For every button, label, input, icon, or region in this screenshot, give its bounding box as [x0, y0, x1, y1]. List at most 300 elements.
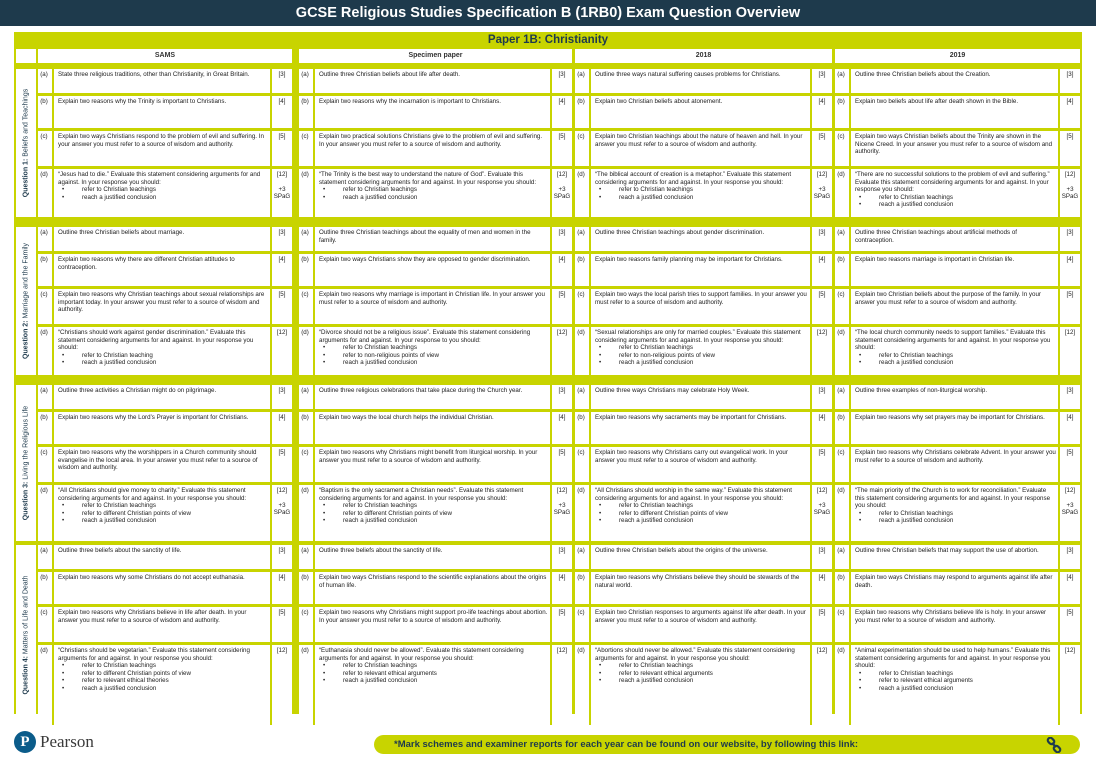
part-letter: (c)	[40, 449, 48, 456]
question-cell	[835, 96, 1080, 128]
mark-value: [4]	[818, 98, 826, 105]
question-text-block	[319, 171, 548, 201]
question-number: Question 2:	[22, 320, 30, 359]
question-cell	[575, 169, 832, 217]
mark-value: [5]	[558, 133, 566, 140]
question-number: Question 1:	[22, 158, 30, 198]
mark-value: [3]	[558, 229, 566, 236]
mark-value: [5]	[818, 291, 826, 298]
question-text-block	[855, 609, 1056, 624]
marks	[272, 229, 292, 237]
page-title: GCSE Religious Studies Specification B (1RB0) Exam Question Overview	[0, 0, 1096, 26]
mark-value: [4]	[558, 98, 566, 105]
question-text-block	[855, 574, 1056, 589]
question-cell	[38, 169, 292, 217]
question-text: Outline three Christian teachings about artificial methods of contraception.	[855, 229, 1017, 244]
question-text-block	[58, 329, 268, 367]
question-text-block	[58, 449, 268, 472]
column-header: 2019	[835, 49, 1080, 63]
mark-value: [12]	[816, 329, 828, 336]
marks	[1060, 547, 1080, 555]
requirement-item: • reach a justified conclusion	[82, 517, 268, 525]
question-text: Explain two reasons why the incarnation is important to Christians.	[319, 98, 501, 105]
part-letter: (a)	[301, 71, 309, 78]
marks	[552, 387, 572, 395]
requirement-item: • refer to different Christian points of view	[82, 670, 268, 678]
question-cell	[38, 645, 292, 725]
requirement-item: • refer to non-religious points of view	[343, 352, 548, 360]
mark-value: [4]	[558, 574, 566, 581]
question-text-block	[855, 229, 1056, 244]
marks	[1060, 574, 1080, 582]
question-text: “The biblical account of creation is a metaphor.” Evaluate this statement considering arguments for and against. In your response you should:	[595, 171, 792, 186]
cell-divider	[313, 169, 315, 217]
requirement-item: • reach a justified conclusion	[619, 677, 808, 685]
part-letter: (d)	[577, 329, 585, 336]
question-cell	[835, 131, 1080, 166]
part-letter: (b)	[577, 414, 585, 421]
question-text: Outline three Christian beliefs about marriage.	[58, 229, 185, 236]
part-letter: (a)	[577, 229, 585, 236]
question-text-block	[855, 387, 1056, 395]
part-letter: (b)	[301, 256, 309, 263]
question-cell	[299, 254, 572, 286]
question-text-block	[595, 574, 808, 589]
part-letter: (d)	[40, 647, 48, 654]
question-cell	[299, 485, 572, 541]
part-letter: (a)	[40, 229, 48, 236]
question-text: Explain two reasons why there are different Christian attitudes to contraception.	[58, 256, 235, 271]
mark-value: [5]	[1066, 133, 1074, 140]
question-cell	[575, 447, 832, 482]
question-cell	[575, 607, 832, 642]
question-text: “The local church community needs to support families.” Evaluate this statement considering arguments for and against. In your response you should:	[855, 329, 1051, 352]
question-text: “The Trinity is the best way to understand the nature of God”. Evaluate this statement considering arguments for and against. In your response you should:	[319, 171, 537, 186]
cell-divider	[550, 645, 552, 725]
mark-value: [4]	[558, 414, 566, 421]
question-text-block	[595, 547, 808, 555]
part-letter: (c)	[837, 609, 845, 616]
question-cell	[38, 447, 292, 482]
question-text-block	[319, 574, 548, 589]
spag-marks: +3 SPaG	[553, 501, 571, 517]
cell-divider	[52, 289, 54, 324]
cell-divider	[589, 412, 591, 444]
mark-value: [5]	[818, 449, 826, 456]
question-text-block	[855, 256, 1056, 264]
cell-divider	[849, 412, 851, 444]
mark-value: [4]	[1066, 256, 1074, 263]
marks	[812, 609, 832, 617]
question-cell	[38, 289, 292, 324]
spag-marks: +3 SPaG	[813, 501, 831, 517]
part-letter: (c)	[301, 291, 309, 298]
requirement-item: • refer to relevant ethical theories	[82, 677, 268, 685]
mark-value: [5]	[1066, 291, 1074, 298]
question-text: Explain two ways the local church helps the individual Christian.	[319, 414, 494, 421]
part-letter: (d)	[577, 647, 585, 654]
part-letter: (c)	[40, 291, 48, 298]
part-letter: (a)	[577, 387, 585, 394]
question-cell	[575, 645, 832, 725]
question-text: Outline three Christian teachings about the equality of men and women in the family.	[319, 229, 531, 244]
mark-value: [12]	[276, 487, 288, 494]
question-text: “Abortions should never be allowed.” Evaluate this statement considering arguments for and against. In your response you should:	[595, 647, 795, 662]
requirement-item: • refer to relevant ethical arguments	[879, 677, 1056, 685]
question-text-block	[319, 609, 548, 624]
marks	[272, 71, 292, 79]
marks	[1060, 291, 1080, 299]
question-text-block	[319, 133, 548, 148]
question-text: Explain two Christian teachings about the nature of heaven and hell. In your answer you must refer to a source of wisdom and authority.	[595, 133, 803, 148]
question-text: State three religious traditions, other than Christianity, in Great Britain.	[58, 71, 250, 78]
requirement-item: • reach a justified conclusion	[82, 359, 268, 367]
question-cell	[299, 96, 572, 128]
exam-overview-table	[14, 32, 1082, 714]
part-letter: (c)	[40, 609, 48, 616]
question-cell	[835, 327, 1080, 375]
part-letter: (a)	[837, 71, 845, 78]
question-text-block	[58, 387, 268, 395]
question-text-block	[595, 71, 808, 79]
response-requirements	[595, 186, 808, 201]
question-cell	[835, 572, 1080, 604]
marks	[1060, 229, 1080, 237]
question-text-block	[319, 487, 548, 525]
response-requirements	[855, 670, 1056, 693]
question-cell	[575, 327, 832, 375]
mark-value: [12]	[816, 647, 828, 654]
question-text-block	[855, 547, 1056, 555]
part-letter: (c)	[577, 291, 585, 298]
cell-divider	[52, 96, 54, 128]
cell-divider	[313, 289, 315, 324]
question-text: Explain two practical solutions Christians give to the problem of evil and suffering. In your answer you must refer to a source of wisdom and authority.	[319, 133, 543, 148]
part-letter: (c)	[301, 133, 309, 140]
cell-divider	[589, 131, 591, 166]
requirement-item: • refer to different Christian points of view	[619, 510, 808, 518]
question-text: “There are no successful solutions to the problem of evil and suffering.” Evaluate this statement considering arguments for and against. In your response you should:	[855, 171, 1050, 194]
cell-divider	[849, 254, 851, 286]
question-cell	[299, 327, 572, 375]
marks	[552, 487, 572, 517]
marks	[1060, 449, 1080, 457]
mark-value: [12]	[556, 487, 568, 494]
requirement-item: • refer to Christian teachings	[619, 662, 808, 670]
marks	[1060, 71, 1080, 79]
question-text: Outline three Christian teachings about gender discrimination.	[595, 229, 765, 236]
marks	[272, 414, 292, 422]
marks	[552, 256, 572, 264]
question-cell	[299, 69, 572, 93]
part-letter: (a)	[40, 547, 48, 554]
part-letter: (a)	[40, 71, 48, 78]
spag-marks: +3 SPaG	[1061, 185, 1079, 201]
question-text-block	[319, 414, 548, 422]
cell-divider	[52, 169, 54, 217]
mark-value: [3]	[278, 229, 286, 236]
question-label	[23, 575, 30, 694]
question-cell	[299, 169, 572, 217]
question-text: Explain two ways Christian beliefs about the Trinity are shown in the Nicene Creed. In your answer you must refer to a source of wisdom and authority.	[855, 133, 1053, 156]
question-text: Outline three Christian beliefs that may support the use of abortion.	[855, 547, 1039, 554]
cell-divider	[52, 545, 54, 569]
mark-value: [5]	[818, 133, 826, 140]
question-text-block	[595, 329, 808, 367]
part-letter: (c)	[837, 133, 845, 140]
response-requirements	[58, 502, 268, 525]
cell-divider	[52, 254, 54, 286]
question-text: Explain two reasons why Christians might support pro-life teachings about abortion. In your answer you must refer to a source of wisdom and authority.	[319, 609, 548, 624]
cell-divider	[52, 412, 54, 444]
part-letter: (c)	[577, 133, 585, 140]
marks	[552, 291, 572, 299]
question-text: “Baptism is the only sacrament a Christian needs”. Evaluate this statement considering arguments for and against. In your response you should:	[319, 487, 524, 502]
question-cell	[38, 572, 292, 604]
marks	[1060, 487, 1080, 517]
requirement-item: • refer to Christian teachings	[619, 502, 808, 510]
question-text-block	[319, 647, 548, 685]
response-requirements	[855, 352, 1056, 367]
part-letter: (c)	[577, 449, 585, 456]
marks	[812, 256, 832, 264]
marks	[812, 133, 832, 141]
question-text: Outline three ways natural suffering causes problems for Christians.	[595, 71, 781, 78]
cell-divider	[52, 447, 54, 482]
cell-divider	[589, 69, 591, 93]
question-cell	[38, 96, 292, 128]
part-letter: (d)	[577, 487, 585, 494]
requirement-item: • refer to Christian teachings	[343, 502, 548, 510]
mark-value: [12]	[556, 647, 568, 654]
cell-divider	[589, 447, 591, 482]
column-header-row	[14, 49, 1082, 66]
website-link-text: *Mark schemes and examiner reports for each year can be found on our website, by following this link:	[394, 739, 859, 750]
question-text: “Divorce should not be a religious issue”. Evaluate this statement considering arguments for and against. In your response to you should:	[319, 329, 531, 344]
question-cell	[835, 545, 1080, 569]
part-letter: (d)	[837, 647, 845, 654]
cell-divider	[849, 545, 851, 569]
cell-divider	[313, 227, 315, 251]
question-text: Outline three Christian beliefs about the Creation.	[855, 71, 991, 78]
requirement-item: • reach a justified conclusion	[619, 194, 808, 202]
column-header: Specimen paper	[299, 49, 572, 63]
cell-divider	[52, 485, 54, 541]
cell-divider	[52, 385, 54, 409]
spag-marks: +3 SPaG	[813, 185, 831, 201]
cell-divider	[313, 385, 315, 409]
question-text-block	[319, 98, 548, 106]
question-text-block	[855, 449, 1056, 464]
cell-divider	[589, 572, 591, 604]
part-letter: (b)	[577, 98, 585, 105]
requirement-item: • refer to Christian teachings	[879, 510, 1056, 518]
marks	[552, 133, 572, 141]
mark-value: [5]	[558, 449, 566, 456]
question-text-block	[58, 487, 268, 525]
question-text: Explain two reasons why sacraments may be important for Christians.	[595, 414, 787, 421]
part-letter: (d)	[301, 171, 309, 178]
part-letter: (b)	[837, 414, 845, 421]
mark-value: [3]	[558, 547, 566, 554]
cell-divider	[849, 327, 851, 375]
marks	[272, 329, 292, 337]
mark-value: [3]	[1066, 229, 1074, 236]
question-text-block	[595, 609, 808, 624]
cell-divider	[313, 412, 315, 444]
pearson-logo-icon: P	[14, 731, 36, 753]
cell-divider	[313, 485, 315, 541]
question-text-block	[58, 133, 268, 148]
question-text-block	[595, 449, 808, 464]
marks	[812, 229, 832, 237]
requirement-item: • refer to Christian teachings	[82, 502, 268, 510]
question-cell	[299, 607, 572, 642]
question-cell	[575, 69, 832, 93]
question-cell	[835, 69, 1080, 93]
part-letter: (d)	[301, 487, 309, 494]
chain-link-icon[interactable]	[1046, 737, 1062, 753]
mark-value: [12]	[816, 487, 828, 494]
requirement-item: • reach a justified conclusion	[619, 517, 808, 525]
question-text-block	[855, 291, 1056, 306]
cell-divider	[589, 254, 591, 286]
question-cell	[835, 385, 1080, 409]
question-text-block	[595, 291, 808, 306]
cell-divider	[52, 645, 54, 725]
question-cell	[575, 485, 832, 541]
part-letter: (c)	[301, 449, 309, 456]
mark-value: [5]	[1066, 449, 1074, 456]
question-cell	[299, 545, 572, 569]
question-text-block	[855, 98, 1056, 106]
cell-divider	[52, 572, 54, 604]
mark-value: [3]	[1066, 387, 1074, 394]
cell-divider	[849, 169, 851, 217]
question-text-block	[595, 256, 808, 264]
question-text: “All Christians should worship in the same way.” Evaluate this statement considering arguments for and against. In your response you should:	[595, 487, 792, 502]
cell-divider	[849, 645, 851, 725]
marks	[272, 574, 292, 582]
question-cell	[299, 385, 572, 409]
part-letter: (b)	[301, 414, 309, 421]
response-requirements	[595, 344, 808, 367]
question-text: Outline three beliefs about the sanctity of life.	[58, 547, 182, 554]
cell-divider	[589, 327, 591, 375]
response-requirements	[319, 502, 548, 525]
marks	[272, 291, 292, 299]
response-requirements	[58, 186, 268, 201]
mark-value: [3]	[278, 547, 286, 554]
marks	[552, 98, 572, 106]
requirement-item: • reach a justified conclusion	[879, 685, 1056, 693]
question-text-block	[595, 171, 808, 201]
question-cell	[38, 69, 292, 93]
requirement-item: • refer to Christian teachings	[619, 186, 808, 194]
question-label-cell	[16, 69, 36, 217]
marks	[1060, 133, 1080, 141]
requirement-item: • refer to non-religious points of view	[619, 352, 808, 360]
mark-value: [3]	[818, 387, 826, 394]
mark-value: [3]	[278, 387, 286, 394]
question-text: Explain two ways Christians may respond to arguments against life after death.	[855, 574, 1053, 589]
question-text-block	[855, 414, 1056, 422]
question-cell	[835, 289, 1080, 324]
question-text-block	[58, 414, 268, 422]
question-text: “The main priority of the Church is to work for reconciliation.” Evaluate this statement considering arguments for and against. In your response you should:	[855, 487, 1051, 510]
question-cell	[299, 412, 572, 444]
part-letter: (b)	[577, 256, 585, 263]
question-cell	[38, 227, 292, 251]
question-cell	[575, 96, 832, 128]
cell-divider	[313, 327, 315, 375]
part-letter: (b)	[40, 414, 48, 421]
question-text: Outline three Christian beliefs about the origins of the universe.	[595, 547, 768, 554]
marks	[1060, 609, 1080, 617]
question-text: Explain two reasons marriage is important in Christian life.	[855, 256, 1015, 263]
part-letter: (a)	[301, 387, 309, 394]
marks	[552, 647, 572, 655]
response-requirements	[58, 352, 268, 367]
mark-value: [5]	[278, 133, 286, 140]
paper-title: Paper 1B: Christianity	[487, 34, 609, 46]
marks	[1060, 414, 1080, 422]
question-cell	[575, 545, 832, 569]
question-text-block	[595, 414, 808, 422]
marks	[272, 98, 292, 106]
part-letter: (a)	[837, 547, 845, 554]
question-text: Outline three examples of non-liturgical worship.	[855, 387, 988, 394]
website-link-banner[interactable]	[374, 735, 1080, 754]
question-cell	[575, 289, 832, 324]
marks	[812, 647, 832, 655]
marks	[812, 414, 832, 422]
question-text: Outline three religious celebrations that take place during the Church year.	[319, 387, 523, 394]
part-letter: (c)	[40, 133, 48, 140]
question-text: “Animal experimentation should be used to help humans.” Evaluate this statement considering arguments for and against. In your response you should:	[855, 647, 1051, 670]
question-text-block	[58, 574, 268, 582]
question-text-block	[855, 171, 1056, 209]
question-text: Explain two Christian beliefs about the purpose of the family. In your answer you must refer to a source of wisdom and authority.	[855, 291, 1041, 306]
question-text-block	[58, 71, 268, 79]
mark-value: [3]	[558, 387, 566, 394]
cell-divider	[810, 645, 812, 725]
requirement-item: • refer to Christian teachings	[619, 344, 808, 352]
question-text-block	[855, 71, 1056, 79]
cell-divider	[849, 485, 851, 541]
question-cell	[575, 227, 832, 251]
mark-value: [4]	[1066, 414, 1074, 421]
part-letter: (a)	[837, 387, 845, 394]
question-text-block	[58, 256, 268, 271]
part-letter: (d)	[301, 647, 309, 654]
marks	[1060, 647, 1080, 655]
question-cell	[38, 412, 292, 444]
question-text: “Sexual relationships are only for married couples.” Evaluate this statement considering arguments for and against. In your response you should:	[595, 329, 801, 344]
requirement-item: • reach a justified conclusion	[343, 677, 548, 685]
requirement-item: • refer to Christian teachings	[82, 662, 268, 670]
question-cell	[575, 572, 832, 604]
marks	[552, 414, 572, 422]
cell-divider	[849, 385, 851, 409]
part-letter: (b)	[577, 574, 585, 581]
requirement-item: • reach a justified conclusion	[619, 359, 808, 367]
response-requirements	[855, 194, 1056, 209]
question-cell	[575, 254, 832, 286]
mark-value: [12]	[1064, 487, 1076, 494]
mark-value: [5]	[558, 291, 566, 298]
question-cell	[38, 327, 292, 375]
